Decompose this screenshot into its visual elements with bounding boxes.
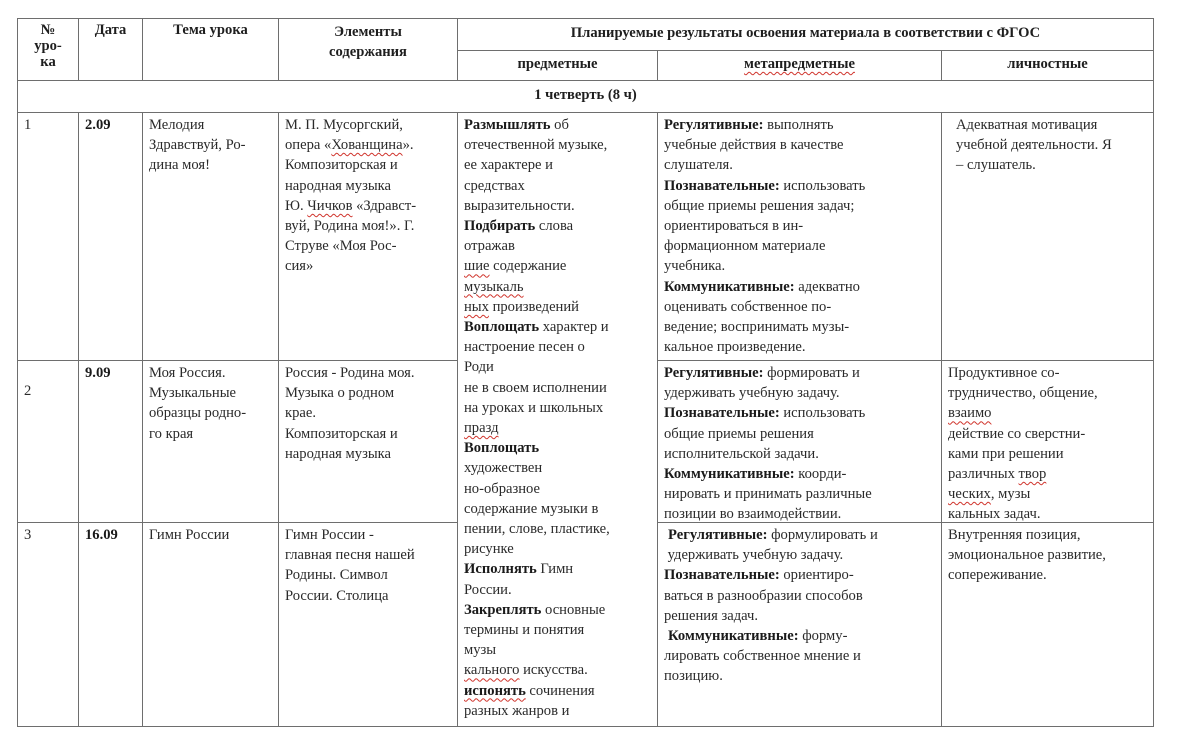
header-planned-label: Планируемые результаты освоения материала в соответствии с ФГОС [570, 25, 1041, 41]
meta-line: оценивать собственное по- [664, 298, 832, 315]
row1-elements-line [285, 135, 451, 155]
text: «Здравст- [352, 197, 417, 214]
row2-topic-line: образцы родно- [149, 405, 247, 422]
row1-elements-line: Композиторская и [285, 157, 398, 174]
meta-label: Коммуникативные: [668, 628, 799, 645]
subject-line: не в своем исполнении [464, 379, 607, 396]
row3-meta [657, 522, 942, 727]
text: задач. [1000, 506, 1041, 523]
meta-line [664, 565, 935, 585]
meta-label: Познавательные: [664, 567, 780, 584]
subject-line: празд [464, 420, 499, 437]
meta-line: ведение; воспринимать музы- [664, 319, 850, 336]
header-num-line: № [40, 22, 56, 38]
personal-line: трудничество, общение, [948, 385, 1098, 402]
row2-elements-line: Композиторская и [285, 425, 398, 442]
header-subject-label: предметные [517, 56, 598, 72]
subject-line [464, 297, 651, 317]
subject-line: ее характере и [464, 157, 553, 174]
meta-line: учебника. [664, 258, 726, 275]
personal-line [948, 464, 1147, 484]
spellcheck-word: Хованщина [331, 137, 403, 154]
personal-line: эмоциональное развитие, [948, 547, 1106, 564]
row3-topic-line: Гимн России [149, 527, 230, 543]
row1-date [78, 112, 143, 361]
meta-line [664, 277, 935, 297]
personal-line: взаимо [948, 405, 992, 422]
row2-topic-line: Музыкальные [149, 385, 236, 402]
row2-date-text: 9.09 [85, 365, 111, 381]
row3-personal [941, 522, 1154, 727]
subject-verb: Подбирать [464, 218, 536, 235]
meta-line [664, 115, 935, 135]
meta-label: Регулятивные: [664, 365, 764, 381]
text: основные [541, 601, 606, 618]
personal-line: Продуктивное со- [948, 365, 1060, 381]
quarter-label: 1 четверть (8 ч) [534, 87, 637, 103]
meta-line: исполнительской задачи. [664, 445, 819, 462]
subject-line: настроение песен о [464, 339, 585, 356]
row3-number-text: 3 [24, 527, 32, 543]
meta-line: лировать собственное мнение и [664, 648, 861, 665]
text: ». [402, 137, 414, 154]
row3-date-text: 16.09 [85, 527, 118, 543]
subject-line: разных жанров и [464, 702, 570, 719]
text: форму- [798, 628, 848, 645]
meta-line: решения задач. [664, 607, 759, 624]
personal-line [948, 484, 1147, 504]
meta-line: кальное произведение. [664, 339, 806, 356]
personal-line: Адекватная мотивация [956, 117, 1098, 133]
row1-elements-line: народная музыка [285, 177, 391, 194]
meta-line [664, 403, 935, 423]
lesson-plan-table [17, 18, 1154, 727]
row3-elements-line: главная песня нашей [285, 547, 415, 564]
meta-line: ваться в разнообразии способов [664, 587, 863, 604]
subject-line: музыкаль [464, 278, 524, 295]
subject-line [464, 216, 651, 236]
meta-line: формационном материале [664, 238, 826, 255]
header-date-label: Дата [94, 22, 127, 38]
header-meta [657, 50, 942, 81]
subject-line [464, 681, 651, 701]
meta-line: нировать и принимать различные [664, 486, 872, 503]
subject-line [464, 256, 651, 276]
row2-topic [142, 360, 279, 523]
meta-line [664, 464, 935, 484]
spellcheck-word: ческих [948, 486, 991, 503]
row1-topic [142, 112, 279, 361]
subject-line: отечественной музыке, [464, 137, 608, 154]
meta-label: Коммуникативные: [664, 466, 795, 483]
row1-elements-line [285, 196, 451, 216]
subject-line: музы [464, 642, 497, 659]
row3-elements [278, 522, 458, 727]
header-personal-label: личностные [1007, 56, 1088, 72]
text: содержание [489, 258, 567, 275]
header-elements-line: Элементы [334, 24, 402, 40]
row2-topic-line: Моя Россия. [149, 365, 226, 381]
meta-label: Регулятивные: [664, 117, 764, 133]
meta-line [664, 176, 935, 196]
meta-line: удерживать учебную задачу. [664, 547, 844, 564]
subject-verb: Размышлять [464, 117, 551, 133]
subject-line [464, 559, 651, 579]
subject-line [464, 115, 651, 135]
meta-line: учебные действия в качестве [664, 137, 844, 154]
row3-number [17, 522, 79, 727]
meta-line: слушателя. [664, 157, 733, 174]
header-topic-label: Тема урока [173, 22, 248, 38]
row1-number-text: 1 [24, 117, 32, 133]
text: искусства. [519, 662, 588, 679]
header-meta-label: метапредметные [744, 56, 855, 72]
subject-line: но-образное [464, 480, 540, 497]
subject-line [464, 600, 651, 620]
meta-line: ориентироваться в ин- [664, 218, 804, 235]
header-subject [457, 50, 658, 81]
text: выполнять [763, 117, 834, 133]
row3-date [78, 522, 143, 727]
row1-elements-line: сия» [285, 258, 314, 275]
spellcheck-word: шие [464, 258, 490, 275]
personal-line: действие со сверстни- [948, 425, 1086, 442]
text: формулировать и [767, 527, 878, 543]
row2-number-text: 2 [24, 383, 32, 399]
meta-line: позицию. [664, 668, 723, 685]
row2-elements-line: народная музыка [285, 445, 391, 462]
text: характер и [539, 319, 609, 336]
text: ориентиро- [779, 567, 854, 584]
row1-personal [941, 112, 1154, 361]
meta-line: общие приемы решения [664, 425, 814, 442]
personal-line: учебной деятельности. Я [956, 137, 1112, 154]
text: произведений [488, 298, 579, 315]
meta-line [664, 626, 935, 646]
text: Гимн [536, 561, 574, 578]
row1-number [17, 112, 79, 361]
header-personal [941, 50, 1154, 81]
row1-elements-line: Струве «Моя Рос- [285, 238, 397, 255]
header-lesson-number [17, 18, 79, 81]
meta-label: Коммуникативные: [664, 278, 795, 295]
subject-verb: испонять [464, 682, 526, 699]
subject-results [457, 112, 658, 727]
header-elements-line: содержания [329, 44, 407, 60]
subject-verb: Исполнять [464, 561, 537, 578]
subject-line: средствах [464, 177, 525, 194]
header-planned-results [457, 18, 1154, 51]
row2-topic-line: го края [149, 425, 194, 442]
subject-line [464, 660, 651, 680]
subject-verb: Закреплять [464, 601, 542, 618]
subject-line: содержание музыки в [464, 500, 599, 517]
text: , музы [990, 486, 1031, 503]
personal-line: Внутренняя позиция, [948, 527, 1081, 543]
spellcheck-word: твор [1018, 466, 1047, 483]
row2-date [78, 360, 143, 523]
row2-personal [941, 360, 1154, 523]
subject-line: Роди [464, 359, 494, 376]
row3-elements-line: России. Столица [285, 587, 389, 604]
header-num-line: ка [40, 54, 56, 70]
spellcheck-word: кального [464, 662, 520, 679]
personal-line: – слушатель. [956, 157, 1036, 174]
row2-number [17, 360, 79, 523]
text: сочинения [525, 682, 595, 699]
personal-line [948, 504, 1147, 523]
subject-line: выразительности. [464, 197, 575, 214]
row1-elements-line: вуй, Родина моя!». Г. [285, 218, 415, 235]
row1-topic-line: Мелодия [149, 117, 205, 133]
header-topic [142, 18, 279, 81]
quarter-row [17, 80, 1154, 113]
subject-line: термины и понятия [464, 622, 585, 639]
subject-line: пении, слове, пластике, [464, 521, 610, 538]
row1-elements-line: М. П. Мусоргский, [285, 117, 403, 133]
row2-elements-line: Музыка о родном [285, 385, 395, 402]
row3-elements-line: Родины. Символ [285, 567, 388, 584]
text: об [550, 117, 569, 133]
text: опера « [285, 137, 332, 154]
subject-line: отражав [464, 238, 515, 255]
meta-line [664, 363, 935, 383]
meta-line: общие приемы решения задач; [664, 197, 855, 214]
meta-line: позиции во взаимодействии. [664, 506, 842, 523]
text: адекватно [794, 278, 860, 295]
row1-date-text: 2.09 [85, 117, 111, 133]
spellcheck-word: Чичков [307, 197, 353, 214]
row2-elements-line: крае. [285, 405, 316, 422]
subject-line: художествен [464, 460, 543, 477]
text: различных [948, 466, 1019, 483]
header-elements [278, 18, 458, 81]
personal-line: ками при решении [948, 445, 1064, 462]
personal-line: сопереживание. [948, 567, 1047, 584]
subject-line: на уроках и школьных [464, 399, 604, 416]
meta-label: Регулятивные: [668, 527, 768, 543]
header-date [78, 18, 143, 81]
row3-topic [142, 522, 279, 727]
text: коорди- [794, 466, 847, 483]
row2-elements [278, 360, 458, 523]
row1-elements [278, 112, 458, 361]
subject-line [464, 317, 651, 337]
row1-topic-line: дина моя! [149, 157, 210, 174]
text: использовать [779, 177, 866, 194]
subject-verb: Воплощать [464, 440, 540, 457]
spellcheck-word: кальных [948, 506, 1001, 523]
text: формировать и [763, 365, 860, 381]
row2-elements-line: Россия - Родина моя. [285, 365, 415, 381]
subject-line: рисунке [464, 541, 514, 558]
meta-label: Познавательные: [664, 405, 780, 422]
meta-line [664, 525, 935, 545]
meta-label: Познавательные: [664, 177, 780, 194]
subject-verb: Воплощать [464, 319, 540, 336]
subject-line: России. [464, 581, 512, 598]
text: использовать [779, 405, 866, 422]
row1-meta [657, 112, 942, 361]
spellcheck-word: ных [464, 298, 489, 315]
header-num-line: уро- [34, 38, 62, 54]
text: слова [535, 218, 574, 235]
meta-line: удерживать учебную задачу. [664, 385, 840, 402]
row2-meta [657, 360, 942, 523]
row1-topic-line: Здравствуй, Ро- [149, 137, 246, 154]
row3-elements-line: Гимн России - [285, 527, 374, 543]
text: Ю. [285, 197, 308, 214]
